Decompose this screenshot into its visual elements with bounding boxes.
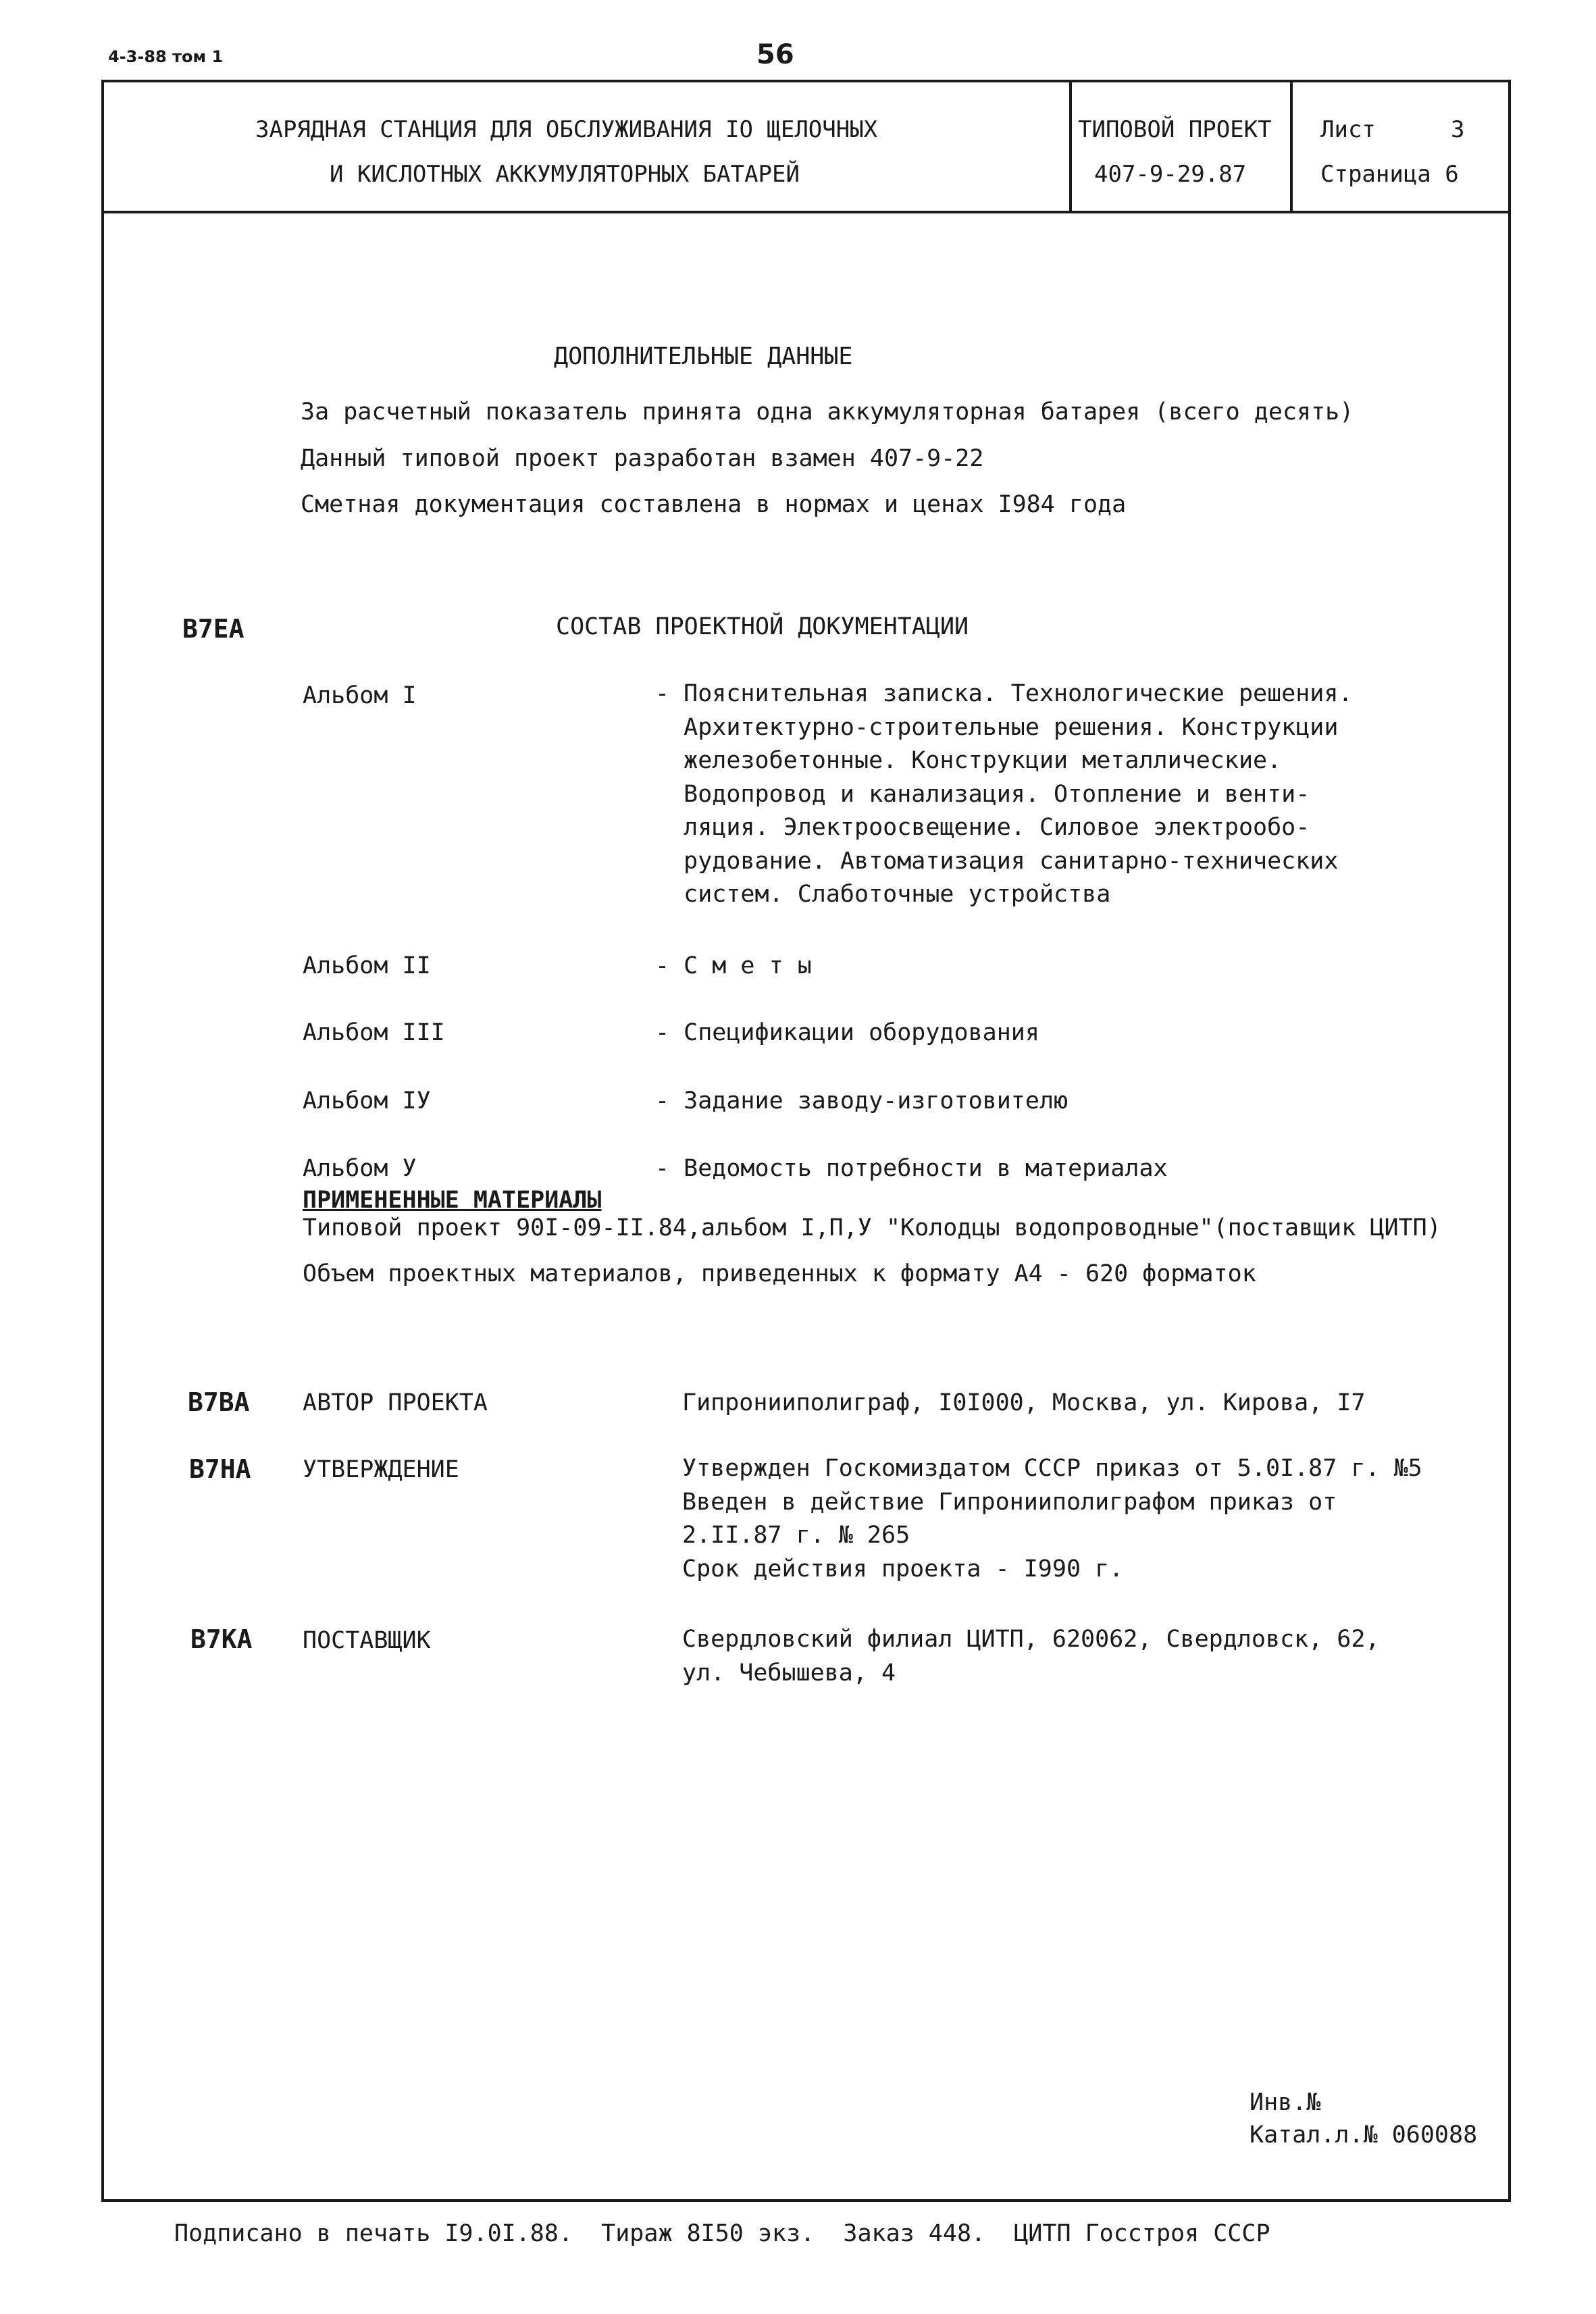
album-1-desc (655, 677, 1353, 912)
page-number: 56 (756, 39, 794, 70)
album-1-line: - Пояснительная записка. Технологические решения. (655, 680, 1353, 707)
approval-line: Утвержден Госкомиздатом СССР приказ от 5.0I.87 г. №5 (682, 1455, 1422, 1482)
sheet-number: 3 (1451, 116, 1465, 143)
supplier-label: ПОСТАВЩИК (303, 1627, 431, 1654)
album-2-desc: - С м е т ы (655, 952, 812, 979)
sheet-label: Лист (1320, 116, 1376, 143)
author-code: В7ВА (188, 1387, 250, 1417)
applied-heading: ПРИМЕНЕННЫЕ МАТЕРИАЛЫ (303, 1187, 602, 1214)
inventory-number: Инв.№ (1250, 2089, 1321, 2116)
approval-text (682, 1452, 1422, 1586)
supplier-code: В7КА (190, 1624, 253, 1654)
page-label: Страница 6 (1320, 161, 1459, 188)
album-5-desc: - Ведомость потребности в материалах (655, 1155, 1168, 1182)
album-3-desc: - Спецификации оборудования (655, 1019, 1039, 1046)
album-1-line: Архитектурно-строительные решения. Конструкции (655, 713, 1339, 741)
additional-line-2: Данный типовой проект разработан взамен 407-9-22 (301, 445, 984, 472)
composition-code: В7ЕА (182, 614, 244, 644)
header-title-line2: И КИСЛОТНЫХ АККУМУЛЯТОРНЫХ БАТАРЕЙ (330, 161, 800, 188)
header-divider (101, 211, 1511, 213)
album-1-line: железобетонные. Конструкции металлические. (655, 747, 1282, 774)
header-vline-1 (1069, 80, 1072, 212)
album-5-name: Альбом У (303, 1155, 417, 1182)
catalog-number: Катал.л.№ 060088 (1250, 2122, 1478, 2149)
project-label: ТИПОВОЙ ПРОЕКТ (1078, 116, 1272, 143)
composition-heading: СОСТАВ ПРОЕКТНОЙ ДОКУМЕНТАЦИИ (556, 613, 969, 640)
album-1-line: ляция. Электроосвещение. Силовое электрообо- (655, 814, 1310, 841)
applied-line-2: Объем проектных материалов, приведенных к формату А4 - 620 форматок (303, 1260, 1256, 1287)
supplier-line: Свердловский филиал ЦИТП, 620062, Свердловск, 62, (682, 1626, 1380, 1653)
album-4-name: Альбом IУ (303, 1087, 431, 1114)
header-vline-2 (1290, 80, 1293, 212)
additional-line-3: Сметная документация составлена в нормах и ценах I984 года (301, 491, 1127, 518)
print-footer: Подписано в печать I9.0I.88. Тираж 8I50 экз. Заказ 448. ЦИТП Госстроя СССР (174, 2220, 1270, 2247)
album-1-name: Альбом I (303, 682, 417, 709)
album-1-line: Водопровод и канализация. Отопление и венти- (655, 780, 1310, 808)
author-value: Гипронииполиграф, I0I000, Москва, ул. Кирова, I7 (682, 1389, 1366, 1416)
project-number: 407-9-29.87 (1094, 161, 1247, 188)
album-2-name: Альбом II (303, 952, 431, 979)
album-1-line: систем. Слаботочные устройства (655, 881, 1111, 908)
applied-line-1: Типовой проект 90I-09-II.84,альбом I,П,У "Колодцы водопроводные"(поставщик ЦИТП) (303, 1214, 1441, 1241)
header-title-line1: ЗАРЯДНАЯ СТАНЦИЯ ДЛЯ ОБСЛУЖИВАНИЯ IO ЩЕЛОЧНЫХ (255, 116, 878, 143)
approval-line: Введен в действие Гипронииполиграфом приказ от (682, 1488, 1337, 1516)
album-4-desc: - Задание заводу-изготовителю (655, 1087, 1069, 1114)
album-1-line: рудование. Автоматизация санитарно-технических (655, 847, 1339, 875)
additional-heading: ДОПОЛНИТЕЛЬНЫЕ ДАННЫЕ (554, 343, 853, 370)
supplier-text (682, 1623, 1380, 1690)
approval-line: Срок действия проекта - I990 г. (682, 1555, 1124, 1583)
approval-code: В7НА (189, 1454, 251, 1484)
supplier-line: ул. Чебышева, 4 (682, 1659, 896, 1687)
author-label: АВТОР ПРОЕКТА (303, 1389, 488, 1416)
additional-line-1: За расчетный показатель принята одна аккумуляторная батарея (всего десять) (301, 398, 1354, 426)
approval-label: УТВЕРЖДЕНИЕ (303, 1456, 459, 1483)
album-3-name: Альбом III (303, 1019, 445, 1046)
corner-label: 4-3-88 том 1 (108, 47, 224, 66)
approval-line: 2.II.87 г. № 265 (682, 1522, 910, 1549)
